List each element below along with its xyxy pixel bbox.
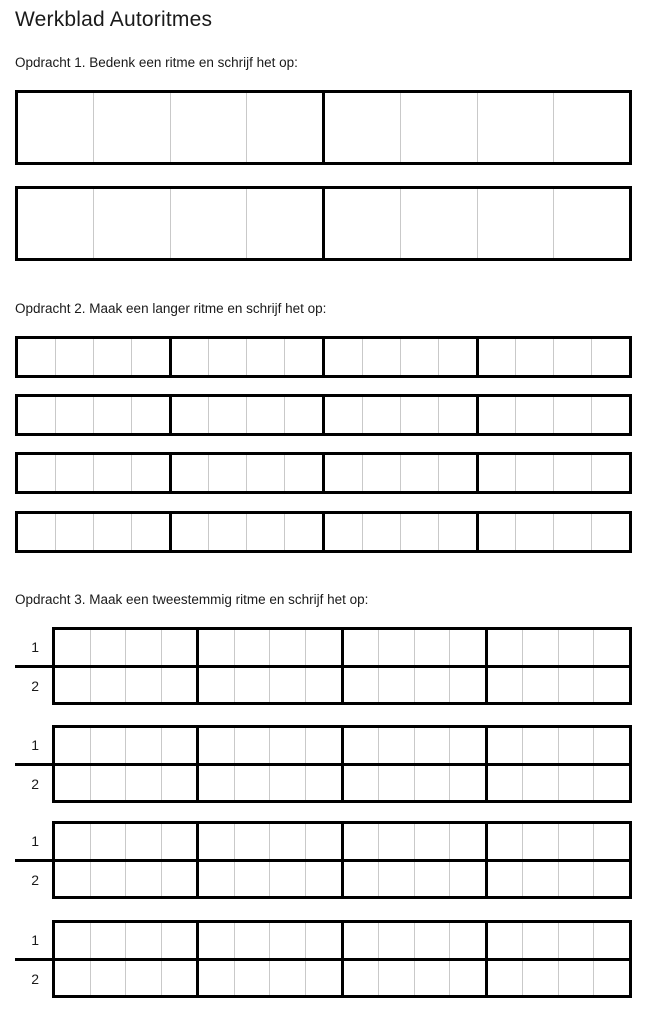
beat-cell <box>485 728 523 763</box>
beat-cell <box>515 339 553 375</box>
beat-cell <box>246 189 322 258</box>
beat-cell <box>476 397 516 433</box>
beat-cell <box>553 455 591 491</box>
beat-cell <box>305 824 341 859</box>
voice-label: 1 <box>31 931 39 948</box>
beat-cell <box>591 455 629 491</box>
rhythm-grid <box>15 627 632 705</box>
beat-cell <box>591 397 629 433</box>
beat-cell <box>169 339 209 375</box>
beat-cell <box>558 961 594 996</box>
beat-cell <box>169 455 209 491</box>
beat-cell <box>449 923 485 958</box>
beat-cell <box>234 630 270 665</box>
beat-cell <box>234 923 270 958</box>
rhythm-grid <box>15 511 632 553</box>
voice-label: 1 <box>31 736 39 753</box>
beat-cell <box>485 862 523 897</box>
beat-cell <box>93 339 131 375</box>
beat-cell <box>362 514 400 550</box>
beat-cell <box>400 189 476 258</box>
beat-cell <box>414 668 450 703</box>
beat-cell <box>246 93 322 162</box>
rhythm-grid <box>15 821 632 899</box>
beat-cell <box>553 189 629 258</box>
beat-cell <box>284 455 322 491</box>
beat-cell <box>553 514 591 550</box>
beat-cell <box>93 189 169 258</box>
beat-cell <box>476 339 516 375</box>
beat-cell <box>161 728 197 763</box>
section-1-label: Opdracht 1. Bedenk een ritme en schrijf het op: <box>15 55 298 70</box>
beat-cell <box>553 93 629 162</box>
rhythm-grid <box>15 336 632 378</box>
beat-cell <box>246 514 284 550</box>
beat-cell <box>522 766 558 801</box>
beat-cell <box>269 862 305 897</box>
beat-cell <box>522 862 558 897</box>
voice-row <box>55 665 629 703</box>
beat-cell <box>593 668 629 703</box>
voice-label: 2 <box>31 775 39 792</box>
beat-cell <box>196 862 234 897</box>
beat-cell <box>400 339 438 375</box>
beat-cell <box>161 630 197 665</box>
beat-cell <box>449 630 485 665</box>
beat-cell <box>522 668 558 703</box>
rhythm-row <box>15 511 632 553</box>
beat-cell <box>269 824 305 859</box>
beat-cell <box>449 824 485 859</box>
beat-cell <box>90 668 126 703</box>
beat-cell <box>55 339 93 375</box>
beat-cell <box>234 766 270 801</box>
beat-cell <box>558 630 594 665</box>
beat-cell <box>234 824 270 859</box>
beat-cell <box>305 766 341 801</box>
voice-label: 2 <box>31 677 39 694</box>
beat-cell <box>322 93 400 162</box>
beat-cell <box>362 397 400 433</box>
beat-cell <box>558 728 594 763</box>
voice-row <box>55 728 629 763</box>
beat-cell <box>131 514 169 550</box>
beat-cell <box>553 339 591 375</box>
beat-cell <box>269 766 305 801</box>
beat-cell <box>93 455 131 491</box>
beat-cell <box>378 824 414 859</box>
beat-cell <box>593 824 629 859</box>
beat-cell <box>558 824 594 859</box>
beat-cell <box>246 455 284 491</box>
voice-divider-line <box>15 763 52 766</box>
beat-cell <box>169 397 209 433</box>
beat-cell <box>485 923 523 958</box>
beat-cell <box>125 630 161 665</box>
voice-label: 1 <box>31 638 39 655</box>
voice-divider-line <box>15 958 52 961</box>
beat-cell <box>438 514 476 550</box>
beat-cell <box>593 630 629 665</box>
beat-cell <box>284 397 322 433</box>
beat-cell <box>305 668 341 703</box>
rhythm-grid <box>15 920 632 998</box>
beat-cell <box>125 728 161 763</box>
beat-cell <box>522 923 558 958</box>
beat-cell <box>208 455 246 491</box>
beat-cell <box>246 339 284 375</box>
beat-cell <box>553 397 591 433</box>
beat-cell <box>196 728 234 763</box>
beat-cell <box>55 728 90 763</box>
voice-label: 2 <box>31 970 39 987</box>
voice-labels <box>15 920 52 998</box>
beat-cell <box>196 961 234 996</box>
beat-cell <box>449 862 485 897</box>
voice-labels <box>15 725 52 803</box>
beat-cell <box>55 824 90 859</box>
beat-cell <box>515 397 553 433</box>
beat-cell <box>125 824 161 859</box>
beat-cell <box>196 923 234 958</box>
beat-cell <box>378 668 414 703</box>
rhythm-row <box>15 90 632 165</box>
beat-cell <box>522 961 558 996</box>
voice-row <box>55 824 629 859</box>
beat-cell <box>522 630 558 665</box>
beat-cell <box>125 766 161 801</box>
beat-cell <box>400 455 438 491</box>
beat-cell <box>322 189 400 258</box>
beat-cell <box>18 514 55 550</box>
beat-cell <box>593 961 629 996</box>
beat-cell <box>322 514 362 550</box>
beat-cell <box>55 514 93 550</box>
beat-cell <box>208 514 246 550</box>
beat-cell <box>378 961 414 996</box>
beat-cell <box>414 630 450 665</box>
beat-cell <box>341 630 379 665</box>
beat-cell <box>55 630 90 665</box>
two-voice-grid <box>52 725 632 803</box>
beat-cell <box>161 766 197 801</box>
voice-labels <box>15 821 52 899</box>
beat-cell <box>161 862 197 897</box>
beat-cell <box>341 824 379 859</box>
beat-cell <box>378 862 414 897</box>
beat-cell <box>93 397 131 433</box>
beat-cell <box>341 862 379 897</box>
beat-cell <box>362 455 400 491</box>
section-2-label: Opdracht 2. Maak een langer ritme en schrijf het op: <box>15 301 327 316</box>
beat-cell <box>341 961 379 996</box>
beat-cell <box>305 923 341 958</box>
beat-cell <box>284 339 322 375</box>
beat-cell <box>234 728 270 763</box>
beat-cell <box>90 824 126 859</box>
beat-cell <box>341 766 379 801</box>
beat-cell <box>593 923 629 958</box>
beat-cell <box>322 455 362 491</box>
beat-cell <box>93 93 169 162</box>
beat-cell <box>378 630 414 665</box>
voice-label: 1 <box>31 832 39 849</box>
beat-cell <box>196 766 234 801</box>
rhythm-row <box>15 186 632 261</box>
beat-cell <box>131 339 169 375</box>
beat-cell <box>90 862 126 897</box>
two-voice-grid <box>52 920 632 998</box>
beat-cell <box>55 455 93 491</box>
beat-cell <box>591 339 629 375</box>
beat-cell <box>55 923 90 958</box>
beat-cell <box>515 455 553 491</box>
voice-row <box>55 630 629 665</box>
beat-cell <box>438 397 476 433</box>
beat-cell <box>234 862 270 897</box>
beat-cell <box>234 668 270 703</box>
voice-row <box>55 923 629 958</box>
beat-cell <box>341 728 379 763</box>
beat-cell <box>170 189 246 258</box>
page-title: Werkblad Autoritmes <box>15 8 213 31</box>
beat-cell <box>161 668 197 703</box>
beat-cell <box>284 514 322 550</box>
beat-cell <box>18 189 93 258</box>
beat-cell <box>55 397 93 433</box>
rhythm-row <box>15 394 632 436</box>
beat-cell <box>196 824 234 859</box>
beat-cell <box>125 862 161 897</box>
beat-cell <box>449 766 485 801</box>
beat-cell <box>558 766 594 801</box>
beat-cell <box>378 923 414 958</box>
beat-cell <box>400 397 438 433</box>
beat-cell <box>131 397 169 433</box>
beat-cell <box>208 397 246 433</box>
beat-cell <box>125 961 161 996</box>
voice-label: 2 <box>31 871 39 888</box>
two-voice-grid <box>52 821 632 899</box>
beat-cell <box>161 961 197 996</box>
beat-cell <box>400 93 476 162</box>
beat-cell <box>322 339 362 375</box>
beat-cell <box>593 766 629 801</box>
beat-cell <box>18 397 55 433</box>
beat-cell <box>269 961 305 996</box>
voice-row <box>55 859 629 897</box>
beat-cell <box>305 630 341 665</box>
voice-row <box>55 958 629 996</box>
beat-cell <box>55 766 90 801</box>
rhythm-grid <box>15 90 632 165</box>
beat-cell <box>269 728 305 763</box>
rhythm-grid <box>15 725 632 803</box>
beat-cell <box>515 514 553 550</box>
beat-cell <box>476 514 516 550</box>
beat-cell <box>18 93 93 162</box>
beat-cell <box>593 862 629 897</box>
beat-cell <box>477 93 553 162</box>
beat-cell <box>449 961 485 996</box>
beat-cell <box>55 862 90 897</box>
beat-cell <box>170 93 246 162</box>
beat-cell <box>90 728 126 763</box>
beat-cell <box>414 824 450 859</box>
beat-cell <box>341 923 379 958</box>
beat-cell <box>400 514 438 550</box>
voice-divider-line <box>15 859 52 862</box>
beat-cell <box>90 961 126 996</box>
beat-cell <box>414 923 450 958</box>
beat-cell <box>558 923 594 958</box>
beat-cell <box>196 668 234 703</box>
beat-cell <box>169 514 209 550</box>
beat-cell <box>522 824 558 859</box>
beat-cell <box>18 455 55 491</box>
beat-cell <box>196 630 234 665</box>
voice-labels <box>15 627 52 705</box>
beat-cell <box>414 728 450 763</box>
beat-cell <box>485 668 523 703</box>
beat-cell <box>161 923 197 958</box>
beat-cell <box>131 455 169 491</box>
beat-cell <box>55 668 90 703</box>
beat-cell <box>485 630 523 665</box>
rhythm-grid <box>15 186 632 261</box>
beat-cell <box>362 339 400 375</box>
beat-cell <box>378 766 414 801</box>
beat-cell <box>438 339 476 375</box>
beat-cell <box>438 455 476 491</box>
beat-cell <box>414 766 450 801</box>
beat-cell <box>269 630 305 665</box>
beat-cell <box>246 397 284 433</box>
beat-cell <box>593 728 629 763</box>
beat-cell <box>485 961 523 996</box>
beat-cell <box>341 668 379 703</box>
beat-cell <box>93 514 131 550</box>
beat-cell <box>55 961 90 996</box>
rhythm-row <box>15 452 632 494</box>
voice-divider-line <box>15 665 52 668</box>
beat-cell <box>90 630 126 665</box>
voice-row <box>55 763 629 801</box>
beat-cell <box>378 728 414 763</box>
beat-cell <box>305 728 341 763</box>
beat-cell <box>477 189 553 258</box>
beat-cell <box>522 728 558 763</box>
beat-cell <box>90 923 126 958</box>
beat-cell <box>305 961 341 996</box>
section-3-label: Opdracht 3. Maak een tweestemmig ritme en schrijf het op: <box>15 592 369 607</box>
beat-cell <box>485 824 523 859</box>
beat-cell <box>449 668 485 703</box>
beat-cell <box>449 728 485 763</box>
beat-cell <box>125 668 161 703</box>
beat-cell <box>414 862 450 897</box>
beat-cell <box>322 397 362 433</box>
beat-cell <box>591 514 629 550</box>
beat-cell <box>485 766 523 801</box>
beat-cell <box>414 961 450 996</box>
beat-cell <box>558 668 594 703</box>
beat-cell <box>125 923 161 958</box>
beat-cell <box>269 668 305 703</box>
beat-cell <box>305 862 341 897</box>
beat-cell <box>269 923 305 958</box>
beat-cell <box>208 339 246 375</box>
beat-cell <box>234 961 270 996</box>
beat-cell <box>558 862 594 897</box>
two-voice-grid <box>52 627 632 705</box>
beat-cell <box>18 339 55 375</box>
beat-cell <box>90 766 126 801</box>
rhythm-row <box>15 336 632 378</box>
beat-cell <box>161 824 197 859</box>
rhythm-grid <box>15 394 632 436</box>
rhythm-grid <box>15 452 632 494</box>
beat-cell <box>476 455 516 491</box>
